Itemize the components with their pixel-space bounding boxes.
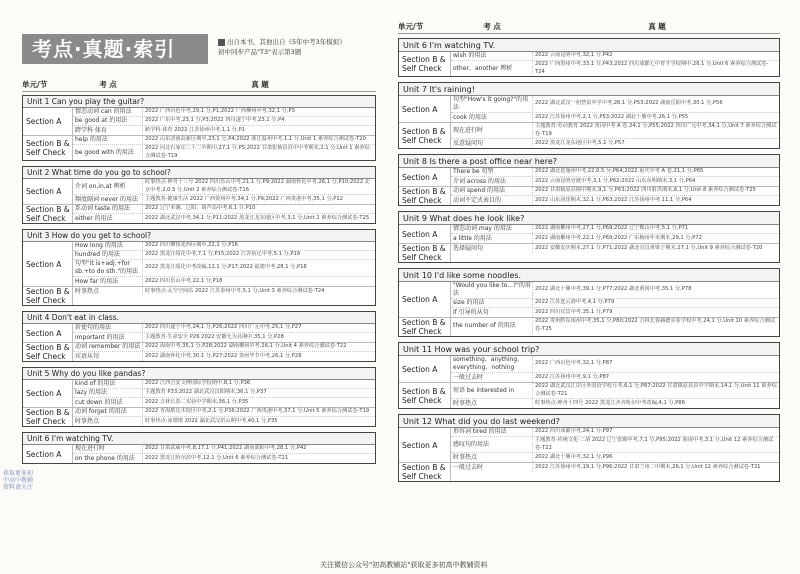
unit-block xyxy=(398,211,780,263)
exam-questions: 2022 广西百色中考,32,1 分,P87 xyxy=(535,360,613,367)
exam-point: 祈使句的用法 xyxy=(73,324,143,332)
unit-title: Unit 6 I'm watching TV. xyxy=(399,39,779,52)
table-row xyxy=(451,356,779,373)
exam-point: 时事热点 xyxy=(73,417,143,426)
exam-questions: 2022 江苏徐州中考,19,1 分,P96;2022 甘肃兰州二中期末,26,1 分,Unit 12 素养综合测试卷-T21 xyxy=(535,463,761,470)
section-name: Section B & Self Check xyxy=(399,244,451,262)
exam-questions: 2022 四川攀枝花西区期中,22,1 分,P16 xyxy=(145,242,238,249)
exam-point: 一般过去时 xyxy=(451,463,533,472)
table-row xyxy=(73,108,375,117)
exam-point: be good at 的用法 xyxy=(73,117,143,125)
exam-questions: 2022 湖北十堰中考,39,1 分,P77;2022 湖北黄冈中考,35,1 分,P78 xyxy=(535,286,692,293)
exam-point: 情态动词 may 的用法 xyxy=(451,225,533,233)
table-row xyxy=(451,299,779,308)
table-row xyxy=(451,383,779,399)
exam-questions: 主题教育·健康生活 2022 广西贺州中考,34,1 分,P9;2022 广西贵港中考,35,1 分,P12 xyxy=(145,195,344,202)
exam-questions: 时事热点·冰墩墩 2022 湖北武汉洪山期中考,40,1 分,P35 xyxy=(145,417,278,424)
table-row xyxy=(73,195,375,204)
section-rows xyxy=(451,463,779,481)
unit-title: Unit 11 How was your school trip? xyxy=(399,343,779,356)
exam-questions: 2022 广东中考,23,1 分,P3;2022 四川遂宁中考,23,1 分,P4 xyxy=(145,117,285,124)
section xyxy=(399,187,779,205)
table-row xyxy=(73,324,375,333)
section-name: Section B & Self Check xyxy=(399,187,451,205)
header-questions: 真 题 xyxy=(648,22,666,31)
unit-block xyxy=(398,82,780,149)
section-rows xyxy=(451,96,779,122)
exam-point: 动词 spend 的用法 xyxy=(451,187,533,195)
section-name: Section A xyxy=(399,96,451,122)
table-row xyxy=(451,96,779,113)
exam-questions: 主题教育 P33;2022 湖北武汉汉阳期末,36,1 分,P37 xyxy=(145,389,267,396)
table-row xyxy=(73,389,375,398)
exam-point: wish 的用法 xyxy=(451,52,533,60)
table-row xyxy=(451,282,779,299)
section-rows xyxy=(73,343,375,361)
section xyxy=(23,380,375,408)
exam-questions: 2022 四川成都中考,24,1 分,P97 xyxy=(535,428,613,435)
section-name: Section A xyxy=(399,282,451,317)
section-rows xyxy=(451,244,779,262)
table-row xyxy=(451,61,779,76)
book-icon xyxy=(218,39,225,46)
exam-questions: 2022 四川乐山中考,22,1 分,P18 xyxy=(145,277,223,284)
exam-questions: 2022 辽宁本溪、辽阳、葫芦岛中考,6,1 分,P10 xyxy=(145,205,256,212)
exam-point: 频度副词 never 的用法 xyxy=(73,195,143,204)
table-row xyxy=(73,454,375,463)
section-name: Section A xyxy=(23,380,73,407)
section-name: Section A xyxy=(399,168,451,186)
exam-point: important 的用法 xyxy=(73,333,143,342)
section xyxy=(399,52,779,76)
exam-questions: 跨学科·体育 2022 江苏徐州中考,1,1 分,P1 xyxy=(145,126,246,133)
exam-point: "Would you like to...?"的用法 xyxy=(451,282,533,298)
section xyxy=(399,282,779,318)
table-row xyxy=(73,126,375,135)
header-unit: 单元/节 xyxy=(398,22,424,31)
unit-block xyxy=(22,166,376,224)
exam-point: a little 的用法 xyxy=(451,234,533,243)
section-rows xyxy=(451,318,779,336)
exam-point: cut down 的用法 xyxy=(73,398,143,407)
exam-questions: 2022 海南中考,35,1 分,P28;2022 湖南郴州中考,26,1 分,Unit 4 素养综合测试卷-T22 xyxy=(145,343,347,350)
exam-questions: 2022 河北石家庄二十二中期中,27,1 分,P5;2022 甘肃张掖县县中中考期末,2,1 分,Unit 1 素养综合测试卷-T19 xyxy=(145,145,370,159)
table-row xyxy=(73,251,375,260)
exam-point: 时事热点 xyxy=(451,399,533,408)
table-row xyxy=(73,333,375,342)
table-row xyxy=(451,139,779,148)
section xyxy=(399,383,779,408)
exam-questions: 2022 四川遂宁中考,24,1 分,P26;2022 四川广元中考,25,1 分,P27 xyxy=(145,324,302,331)
exam-point: lazy 的用法 xyxy=(73,389,143,397)
section xyxy=(23,287,375,305)
table-row xyxy=(73,214,375,223)
exam-questions: 2022 湖北武汉一初慧泉中学中考,26,1 分,P53;2022 湖南岳阳中考,30,1 分,P56 xyxy=(535,100,723,107)
watermark-stamp: 获取更多初中高中教辅资料请关注 xyxy=(3,470,34,491)
table-row xyxy=(451,428,779,437)
section-name: Section B & Self Check xyxy=(399,383,451,408)
exam-questions: 2022 四川宜宾中考,35,1 分,P79 xyxy=(535,308,613,315)
exam-point: 反意疑问句 xyxy=(451,139,533,148)
unit-block xyxy=(22,367,376,427)
section-rows xyxy=(451,225,779,243)
section xyxy=(23,324,375,343)
exam-point: cook 的用法 xyxy=(451,113,533,122)
table-row xyxy=(73,117,375,126)
exam-questions: 2022 甘肃镇原县期中期末,9,1 分,P63;2022 四川射洪期末,6,1 分,Unit 8 素养综合测试卷-T25 xyxy=(535,187,756,194)
exam-point: 介词 across 的用法 xyxy=(451,177,533,186)
section-name: Section A xyxy=(399,428,451,462)
unit-title: Unit 4 Don't eat in class. xyxy=(23,312,375,324)
exam-point: other、another 辨析 xyxy=(451,61,533,76)
exam-point: 动词 remember 的用法 xyxy=(73,343,143,351)
exam-questions: 主题教育·劳动教育 2022 黄冈中考 A 卷,24,1 分,P55;2022 四川广元中考,34,1 分,Unit 7 素养综合测试卷-T19 xyxy=(535,123,777,137)
table-row xyxy=(73,380,375,389)
exam-questions: 2022 江苏徐州中考,2,1 分,P53;2022 湖北十堰中考,26,1 分,P55 xyxy=(535,113,689,120)
exam-questions: 2022 甘肃武威中考,8,17,1 分,P41;2022 湖南邵阳中考,28,1 分,P42 xyxy=(145,445,307,452)
exam-questions: 2022 黑龙江绥化中考改编,12,1 分,P17;2022 福建中考,28,1 分,P18 xyxy=(145,264,307,271)
header-point: 考 点 xyxy=(483,22,501,31)
exam-point: 宾语从句 xyxy=(73,352,143,361)
unit-title: Unit 1 Can you play the guitar? xyxy=(23,96,375,108)
table-row xyxy=(451,234,779,243)
exam-questions: 2022 湖北武汉中考,34,1 分,P11;2022 黑龙江龙东地区中考,3,1 分,Unit 2 素养综合测试卷-T25 xyxy=(145,214,370,221)
table-row xyxy=(73,205,375,214)
exam-questions: 2022 贵州黔东南州中考,35,1 分,P80;2022 吉林长春赫德实验学校中考,24,1 分,Unit 10 素养综合测试卷-T25 xyxy=(535,318,775,332)
section-name: Section B & Self Check xyxy=(399,52,451,76)
section xyxy=(399,168,779,187)
unit-block xyxy=(398,268,780,337)
table-row xyxy=(451,177,779,186)
unit-block xyxy=(22,229,376,306)
section xyxy=(399,428,779,463)
exam-point: be good with 的用法 xyxy=(73,145,143,160)
table-row xyxy=(451,463,779,472)
exam-questions: 2022 安徽安庆期末,27,1 分,P71;2022 湖北宜昌黄梁子期末,27,1 分,Unit 9 素养综合测试卷-T20 xyxy=(535,244,763,251)
table-row xyxy=(73,277,375,286)
table-row xyxy=(451,318,779,333)
exam-questions: 2022 广西贺州中考,33,1 分,P43;2022 四川成都七中育才学校期中,26,1 分,Unit 6 素养综合测试卷-T24 xyxy=(535,61,769,75)
exam-point: 现在进行时 xyxy=(73,445,143,453)
unit-title: Unit 2 What time do you go to school? xyxy=(23,167,375,179)
exam-questions: 2022 黑龙江龙东地区中考,5,1 分,P57 xyxy=(535,139,625,146)
section-name: Section B & Self Check xyxy=(23,136,73,160)
unit-title: Unit 5 Why do you like pandas? xyxy=(23,368,375,380)
exam-point: 一般过去时 xyxy=(451,373,533,382)
section xyxy=(23,408,375,426)
unit-title: Unit 12 What did you do last weekend? xyxy=(399,415,779,428)
table-row xyxy=(451,113,779,122)
exam-point: kind of 的用法 xyxy=(73,380,143,388)
section-rows xyxy=(73,108,375,135)
table-header xyxy=(22,78,376,92)
exam-point: 句型"it is+adj.+for sb.+to do sth."的用法 xyxy=(73,260,143,276)
section-rows xyxy=(451,187,779,205)
exam-questions: 2022 湖南郴州中考,22,1 分,P69;2022 广东梅州年末期末,29,1 分,P72 xyxy=(535,234,702,241)
exam-point: 系动词 taste 的用法 xyxy=(73,205,143,213)
table-row xyxy=(73,408,375,417)
unit-title: Unit 6 I'm watching TV. xyxy=(23,433,375,445)
left-column xyxy=(22,0,376,469)
exam-questions: 2022 湖南怀化中考,30,1 分,P27;2022 贵州毕节中考,26,1 分,P28 xyxy=(145,352,302,359)
section-rows xyxy=(451,383,779,408)
unit-block xyxy=(22,311,376,362)
exam-point: How far 的用法 xyxy=(73,277,143,286)
table-row xyxy=(73,145,375,160)
section xyxy=(23,343,375,361)
banner xyxy=(22,34,376,78)
exam-questions: 2022 黑龙江哈尔滨中考,12,1 分,Unit 6 素养综合测试卷-T21 xyxy=(145,454,289,461)
section-name: Section B & Self Check xyxy=(23,343,73,361)
section-name: Section A xyxy=(23,324,73,342)
unit-block xyxy=(22,95,376,161)
section xyxy=(399,123,779,148)
exam-point: There be 句型 xyxy=(451,168,533,176)
exam-point: hundred 的用法 xyxy=(73,251,143,259)
section xyxy=(23,242,375,287)
section-rows xyxy=(451,428,779,462)
table-row xyxy=(451,244,779,253)
exam-point: 形容词 tired 的用法 xyxy=(451,428,533,436)
banner-note-1: 出自本书，其他出自《5年中考3年模拟》 xyxy=(227,38,346,46)
left-units xyxy=(22,95,376,464)
section xyxy=(23,179,375,205)
header-unit: 单元/节 xyxy=(22,80,48,89)
unit-title: Unit 7 It's raining! xyxy=(399,83,779,96)
exam-point: something、anything、everything、nothing xyxy=(451,356,533,372)
section-rows xyxy=(73,205,375,223)
table-row xyxy=(451,168,779,177)
section xyxy=(399,244,779,262)
exam-questions: 时事热点·太空空间站 2022 江苏泰州中考,5,1 分,Unit 3 素养综合测试卷-T24 xyxy=(145,287,325,294)
table-row xyxy=(73,136,375,145)
exam-point: How long 的用法 xyxy=(73,242,143,250)
table-row xyxy=(451,399,779,408)
section-name: Section B & Self Check xyxy=(23,205,73,223)
section xyxy=(399,356,779,383)
exam-point: 跨学科·体育 xyxy=(73,126,143,135)
exam-point: 时事热点 xyxy=(451,453,533,462)
unit-block xyxy=(22,432,376,464)
section-rows xyxy=(73,136,375,160)
exam-questions: 2022 山东济南高新区期中,23,1 分,P4;2022 浙江温州中考,1,1 分,Unit 1 素养综合测试卷-T20 xyxy=(145,136,366,143)
banner-note xyxy=(218,37,346,57)
table-row xyxy=(73,343,375,352)
table-row xyxy=(451,373,779,382)
section-name: Section A xyxy=(23,445,73,463)
section-name: Section A xyxy=(399,225,451,243)
exam-questions: 时事热点·神舟十三号 2022 四川乐山中考,21,1 分,P9;2022 湖南怀化中考,26,1 分,P10;2022 北京中考,2,0.5 分,Unit 2 素养综合测试卷-T16 xyxy=(145,179,370,193)
exam-point: 时事热点 xyxy=(73,287,143,296)
exam-point: 选择疑问句 xyxy=(451,244,533,253)
exam-questions: 2022 青海柴达木校区中考,2,1 分,P36;2022 广西贵港中考,37,1 分,Unit 5 素养综合测试卷-T19 xyxy=(145,408,370,415)
header-point: 考 点 xyxy=(99,80,117,89)
exam-questions: 2022 江苏扬州中考,9,1 分,P87 xyxy=(535,373,610,380)
table-row xyxy=(73,417,375,426)
section-rows xyxy=(73,179,375,204)
unit-block xyxy=(398,38,780,77)
exam-point: size 的用法 xyxy=(451,299,533,307)
exam-questions: 时事热点·神舟十四号 2022 黑龙江齐齐哈尔中考改编,4,1 分,P86 xyxy=(535,399,686,406)
table-row xyxy=(451,308,779,317)
exam-questions: 2022 云南昆明中考,32,1 分,P42 xyxy=(535,52,613,59)
right-units xyxy=(398,38,780,482)
exam-questions: 2022 湖北十堰中考,32,1 分,P96 xyxy=(535,453,613,460)
table-header-right xyxy=(398,20,780,34)
page-footer: 关注微信公众号"初高教辅站"获取更多初高中教辅资料 xyxy=(320,561,488,569)
table-row xyxy=(73,179,375,195)
section xyxy=(23,445,375,463)
section-rows xyxy=(73,445,375,463)
section-rows xyxy=(73,324,375,342)
section-rows xyxy=(451,123,779,148)
section-name: Section A xyxy=(23,242,73,286)
section-name: Section B & Self Check xyxy=(399,318,451,336)
section-name: Section B & Self Check xyxy=(23,408,73,426)
table-row xyxy=(73,445,375,454)
exam-questions: 主题教育·传统文化·二胡 2022 辽宁盘锦中考,7,1 分,P95;2022 海南中考,3,1 分,Unit 12 素养综合测试卷-T22 xyxy=(535,437,774,451)
exam-point: 动词不定式表目的 xyxy=(451,196,533,205)
exam-point: either 的用法 xyxy=(73,214,143,223)
table-row xyxy=(451,225,779,234)
exam-questions: 2022 山东菏泽期末,32,1 分,P63;2022 江苏扬州中考,11,1 分,P64 xyxy=(535,196,692,203)
exam-point: 句型"How's it going?"的用法 xyxy=(451,96,533,112)
section xyxy=(23,205,375,223)
table-row xyxy=(73,398,375,407)
exam-point: 现在进行时 xyxy=(451,123,533,138)
unit-title: Unit 3 How do you get to school? xyxy=(23,230,375,242)
section-rows xyxy=(73,242,375,286)
table-row xyxy=(451,453,779,462)
exam-questions: 2022 江西吉安文博国际学校期中,8,1 分,P36 xyxy=(145,380,251,387)
exam-questions: 2022 黑龙江绥化中考,7,1 分,P15;2022 江苏宿迁中考,5,1 分,P18 xyxy=(145,251,301,258)
exam-questions: 2022 湖南郴州中考,27,1 分,P69;2022 辽宁鞍山中考,5,1 分,P71 xyxy=(535,225,689,232)
section-name: Section A xyxy=(23,108,73,135)
exam-point: the number of 的用法 xyxy=(451,318,533,333)
section-rows xyxy=(451,52,779,76)
table-row xyxy=(73,352,375,361)
table-row xyxy=(451,437,779,453)
section xyxy=(399,318,779,336)
section xyxy=(399,463,779,481)
exam-questions: 主题教育·生命安全 P26 2022 安徽无为县期中,35,1 分,P28 xyxy=(145,333,284,340)
exam-point: 感叹句的用法 xyxy=(451,437,533,452)
section-name: Section A xyxy=(399,356,451,382)
unit-title: Unit 8 Is there a post office near here? xyxy=(399,155,779,168)
unit-title: Unit 10 I'd like some noodles. xyxy=(399,269,779,282)
table-row xyxy=(451,123,779,139)
section xyxy=(399,96,779,123)
exam-point: 情态动词 can 的用法 xyxy=(73,108,143,116)
unit-block xyxy=(398,342,780,409)
table-row xyxy=(73,260,375,277)
table-row xyxy=(73,242,375,251)
exam-questions: 2022 吉林长春二实验中学期末,36,1 分,P35 xyxy=(145,398,249,405)
table-row xyxy=(451,187,779,196)
exam-point: 介词 on,in,at 辨析 xyxy=(73,179,143,194)
exam-questions: 2022 湖北武汉江岸区外国语学校月考,6,1 分,P87;2022 甘肃镇原县县中学期末,14,1 分,Unit 11 素养综合测试卷-T21 xyxy=(535,383,777,397)
section-rows xyxy=(73,380,375,407)
header-questions: 真 题 xyxy=(251,80,269,89)
exam-questions: 2022 湖北恩施州中考,22,0.5 分,P64;2022 重庆中考 A 卷,21,1 分,P65 xyxy=(535,168,704,175)
exam-point: 动词 forget 的用法 xyxy=(73,408,143,416)
section-rows xyxy=(73,287,375,305)
section-rows xyxy=(451,282,779,317)
section-name: Section B & Self Check xyxy=(399,123,451,148)
section-name: Section A xyxy=(23,179,73,204)
unit-block xyxy=(398,414,780,482)
section-name: Section B & Self Check xyxy=(399,463,451,481)
table-row xyxy=(451,196,779,205)
exam-questions: 2022 云南昆明官渡中考,3,1 分,P62;2022 山东东明期末,3,1 分,P64 xyxy=(535,177,696,184)
exam-point: if 引导的从句 xyxy=(451,308,533,317)
table-row xyxy=(451,52,779,61)
section xyxy=(23,108,375,136)
unit-title: Unit 9 What does he look like? xyxy=(399,212,779,225)
section xyxy=(399,225,779,244)
exam-questions: 2022 江苏连云港中考,4,1 分,P79 xyxy=(535,299,615,306)
section-rows xyxy=(73,408,375,426)
table-row xyxy=(73,287,375,296)
section xyxy=(23,136,375,160)
section-rows xyxy=(451,356,779,382)
exam-point: 短语 be interested in xyxy=(451,383,533,398)
exam-point: help 的用法 xyxy=(73,136,143,144)
banner-title: 考点·真题·索引 xyxy=(22,34,208,64)
right-column xyxy=(398,0,780,487)
section-name: Section B & Self Check xyxy=(23,287,73,305)
exam-point: on the phone 的用法 xyxy=(73,454,143,463)
section-rows xyxy=(451,168,779,186)
banner-note-2: 初中同步产品"T3"表示第3题 xyxy=(218,48,302,56)
unit-block xyxy=(398,154,780,206)
exam-questions: 2022 广西百色中考,29,1 分,P1;2022 广西柳州中考,32,1 分,P3 xyxy=(145,108,295,115)
